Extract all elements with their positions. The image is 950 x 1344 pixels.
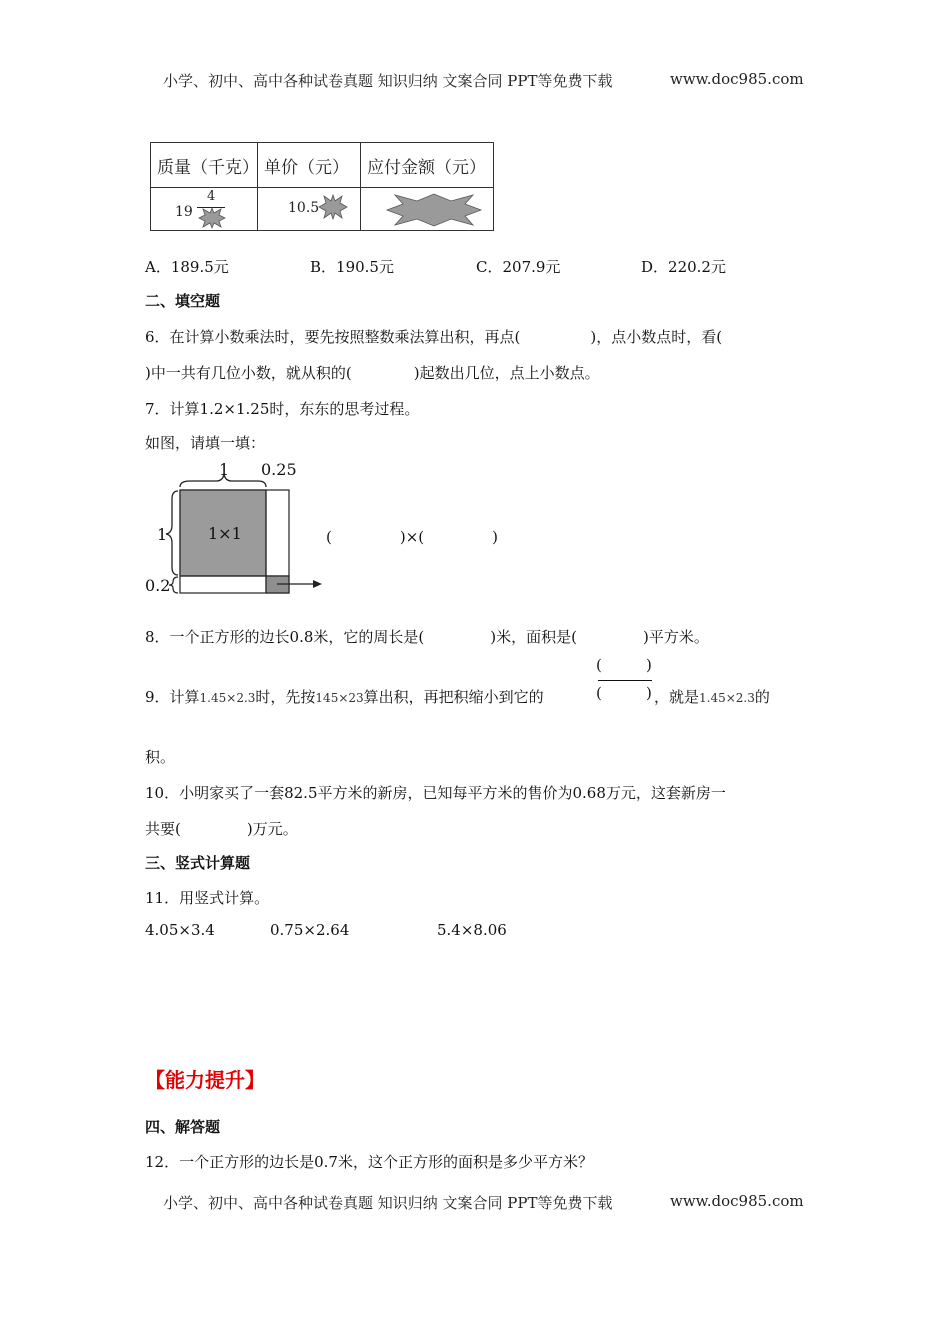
mass-frac-num: 4 [207, 189, 216, 204]
page-header-text: 小学、初中、高中各种试卷真题 知识归纳 文案合同 PPT等免费下载 [163, 72, 613, 90]
ink-blot-star-medium [318, 194, 348, 220]
section-title-ability: 【能力提升】 [145, 1068, 265, 1092]
q11-title: 11．用竖式计算。 [145, 889, 270, 907]
left-brace [166, 491, 178, 575]
table-header-unit-price: 单价（元） [258, 143, 361, 188]
q8-text-b: )米，面积是( [490, 628, 577, 646]
q10-line2 [145, 818, 298, 839]
frac-num-close: ) [646, 656, 652, 674]
q10-text-b: )万元。 [246, 820, 298, 838]
q10-text-a: 共要( [145, 820, 181, 838]
price-table [150, 142, 494, 231]
times-text: )×( [399, 528, 425, 546]
option-a: A．189.5元 [145, 258, 229, 276]
q9-line [145, 686, 544, 707]
frac-num-open: ( [596, 656, 602, 674]
q7-answer-line [326, 528, 498, 546]
q6-text-a: 6．在计算小数乘法时，要先按照整数乘法算出积，再点( [145, 328, 521, 346]
q6-text-c: )中一共有几位小数，就从积的( [145, 364, 352, 382]
q7-title: 7．计算1.2×1.25时，东东的思考过程。 [145, 400, 420, 418]
q9-text-b: 时，先按 [255, 688, 316, 706]
q9-text-a: 9．计算 [145, 688, 200, 706]
q9-text-c: 算出积，再把积缩小到它的 [363, 688, 544, 706]
q11-item-2: 0.75×2.64 [270, 921, 350, 939]
page-footer-text: 小学、初中、高中各种试卷真题 知识归纳 文案合同 PPT等免费下载 [163, 1194, 613, 1212]
q7-instruction: 如图，请填一填： [145, 434, 266, 452]
q12-text: 12．一个正方形的边长是0.7米，这个正方形的面积是多少平方米？ [145, 1153, 593, 1171]
q9-expr1: 1.45×2.3 [199, 691, 256, 705]
option-d: D．220.2元 [641, 258, 726, 276]
q9-text-d: ，就是 [654, 688, 700, 706]
section-title-answer: 四、解答题 [145, 1118, 221, 1136]
q9-fraction-blank [596, 656, 654, 716]
unit-price-text: 10.5 [288, 200, 320, 216]
q8-line [145, 626, 709, 647]
q9-text-e: 的 [754, 688, 770, 706]
table-cell-amount [361, 188, 494, 231]
q6-line2 [145, 362, 600, 383]
arrow-head-icon [313, 580, 322, 588]
paren-close: ) [492, 528, 498, 546]
q6-text-b: )，点小数点时，看( [590, 328, 723, 346]
ink-blot-star-large [385, 192, 483, 228]
fig-label-left-02: 0.2 [145, 576, 171, 595]
fig-label-top-025: 0.25 [261, 460, 297, 479]
option-b: B．190.5元 [310, 258, 394, 276]
ink-blot-star-small [197, 207, 227, 229]
q11-item-3: 5.4×8.06 [437, 921, 507, 939]
q9-line-tail [654, 686, 770, 707]
table-header-mass: 质量（千克） [151, 143, 258, 188]
q10-line1: 10．小明家买了一套82.5平方米的新房，已知每平方米的售价为0.68万元，这套新房一 [145, 784, 726, 802]
table-cell-unit-price [258, 188, 361, 231]
fig-label-left-1: 1 [157, 525, 168, 544]
table-cell-mass [151, 188, 258, 231]
paren-open: ( [326, 528, 332, 546]
q9-expr2: 145×23 [315, 691, 364, 705]
q6-text-d: )起数出几位，点上小数点。 [413, 364, 600, 382]
option-c: C．207.9元 [476, 258, 561, 276]
section-title-fill: 二、填空题 [145, 292, 221, 310]
page-footer-url: www.doc985.com [670, 1192, 804, 1210]
fraction-bar [598, 680, 652, 681]
q9-line2: 积。 [145, 748, 176, 766]
q8-text-c: )平方米。 [642, 628, 709, 646]
page-header-url: www.doc985.com [670, 70, 804, 88]
q9-expr3: 1.45×2.3 [699, 691, 755, 705]
mass-whole: 19 [175, 204, 193, 220]
frac-den-close: ) [646, 684, 652, 702]
q11-item-1: 4.05×3.4 [145, 921, 215, 939]
q6-line1 [145, 326, 722, 347]
section-title-vertical: 三、竖式计算题 [145, 854, 251, 872]
q8-text-a: 8．一个正方形的边长0.8米，它的周长是( [145, 628, 425, 646]
table-header-amount: 应付金额（元） [361, 143, 494, 188]
frac-den-open: ( [596, 684, 602, 702]
fig-label-center: 1×1 [208, 524, 242, 543]
fig-label-top-1: 1 [219, 460, 230, 479]
